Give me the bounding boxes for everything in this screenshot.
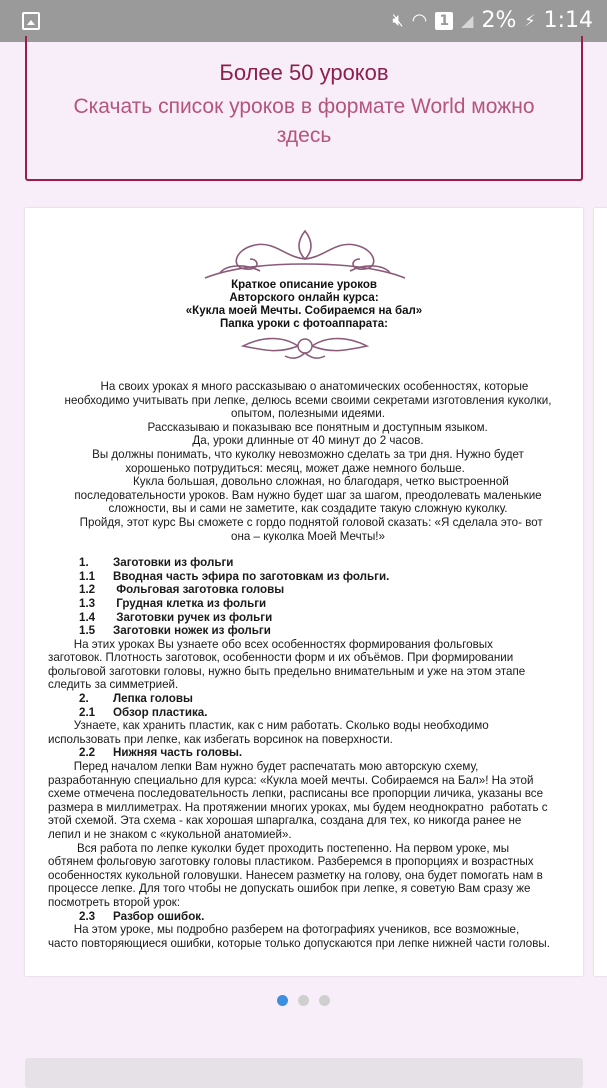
lesson-list-item bbox=[48, 597, 568, 611]
lesson-list-item bbox=[48, 570, 568, 584]
battery-text: 2% bbox=[481, 8, 517, 33]
lesson-description-slide[interactable] bbox=[25, 208, 583, 976]
text-line: Узнаете, как хранить пластик, как с ним работать. Сколько воды необходимо bbox=[48, 719, 489, 733]
lesson-list-item bbox=[48, 706, 568, 720]
lesson-title: Разбор ошибок. bbox=[113, 909, 205, 923]
text-line: этой схемой. Эта схема - как хорошая шпаргалка, создана для тех, ко никогда ранее не bbox=[48, 814, 522, 828]
lesson-number: 1.4 bbox=[79, 610, 96, 624]
lesson-list-item bbox=[48, 910, 568, 924]
lesson-number: 1.3 bbox=[79, 596, 96, 610]
text-line: часто повторяющиеся ошибки, которые только допускаются при лепке нижней части головы. bbox=[48, 936, 550, 950]
carousel-dot[interactable] bbox=[298, 995, 309, 1006]
lesson-number: 2.2 bbox=[79, 746, 96, 760]
sim-icon: 1 bbox=[435, 12, 453, 30]
lesson-list-item bbox=[48, 556, 568, 570]
carousel-dot[interactable] bbox=[319, 995, 330, 1006]
promo-title: Более 50 уроков bbox=[219, 60, 389, 85]
lesson-number: 1.1 bbox=[79, 569, 96, 583]
text-line: На своих уроках я много рассказываю о анатомических особенностях, которые bbox=[87, 380, 529, 393]
header-line: «Кукла моей Мечты. Собираемся на бал» bbox=[185, 305, 423, 317]
lesson-title: Заготовки ножек из фольги bbox=[113, 624, 271, 638]
lesson-number: 2.3 bbox=[79, 909, 96, 923]
wifi-icon: ◠ bbox=[411, 10, 428, 31]
mute-icon: 🔇︎ bbox=[392, 10, 404, 31]
lesson-title: Обзор пластика. bbox=[113, 705, 208, 719]
gallery-icon bbox=[22, 12, 40, 30]
text-line: необходимо учитывать при лепке, делюсь всеми своими секретами изготовления куколки, bbox=[64, 393, 552, 407]
lesson-title: Вводная часть эфира по заготовкам из фольги. bbox=[113, 569, 390, 583]
spacer bbox=[48, 543, 568, 556]
text-line: лепил и не знаком с «кукольной анатомией». bbox=[48, 828, 292, 841]
text-line: размера в миллиметрах. На протяжении многих уроках, мы будем неоднократно работать с bbox=[48, 800, 548, 814]
lesson-number: 1.5 bbox=[79, 624, 96, 638]
lesson-list-item bbox=[48, 611, 568, 625]
lesson-title: Грудная клетка из фольги bbox=[113, 596, 267, 610]
lesson-title: Фольговая заготовка головы bbox=[113, 583, 285, 597]
text-line: Пройдя, этот курс Вы сможете с гордо поднятой головой сказать: «Я сделала это- вот bbox=[73, 515, 543, 529]
lesson-title: Нижняя часть головы. bbox=[113, 746, 243, 760]
lesson-list-item bbox=[48, 583, 568, 597]
signal-icon: ◢ bbox=[461, 11, 474, 30]
text-line: следить за симметрией. bbox=[48, 678, 179, 692]
text-line: процессе лепке. Для того чтобы не допускать ошибок при лепке, я советую Вам сразу же bbox=[48, 882, 531, 896]
lesson-list-item bbox=[48, 746, 568, 760]
text-line: последовательности уроков. Вам нужно будет шаг за шагом, преодолевать маленькие bbox=[74, 488, 542, 502]
text-line: На этом уроке, мы подробно разберем на фотографиях учеников, все возможные, bbox=[48, 923, 520, 937]
lesson-number: 2. bbox=[79, 692, 89, 706]
text-line: хорошенько потрудиться: месяц, может даже немного больше. bbox=[125, 461, 491, 475]
header-line: Авторского онлайн курса: bbox=[229, 292, 379, 304]
lesson-title: Лепка головы bbox=[113, 692, 193, 706]
next-slide-peek[interactable] bbox=[594, 208, 607, 976]
text-line: сложности, вы и сами не заметите, как создадите такую сложную куколку. bbox=[108, 502, 508, 516]
header-line: Краткое описание уроков bbox=[231, 279, 377, 291]
text-line: Рассказываю и показываю все понятным и доступным языком. bbox=[128, 420, 488, 434]
text-line: она – куколка Моей Мечты!» bbox=[231, 529, 385, 543]
text-line: разработанную специально для курса: «Кукла моей мечты. Собираемся на Бал»! На этой bbox=[48, 773, 534, 787]
battery-charging-icon: ⚡ bbox=[524, 11, 536, 30]
text-line: Да, уроки длинные от 40 минут до 2 часов. bbox=[192, 434, 424, 448]
text-line: использовать при лепке, как избегать ворсинок на поверхности. bbox=[48, 732, 393, 746]
lesson-number: 1. bbox=[79, 556, 89, 570]
text-line: Кукла большая, довольно сложная, но благодаря, четко выстроенной bbox=[107, 475, 509, 489]
text-line: посмотреть второй урок: bbox=[48, 895, 181, 909]
lesson-list-item bbox=[48, 624, 568, 638]
promo-card bbox=[25, 36, 583, 181]
lesson-title: Заготовки из фольги bbox=[113, 556, 234, 570]
ornament-top-icon bbox=[200, 226, 410, 284]
text-line: фольговой заготовки головы, нужно быть предельно внимательным и уже на этом этапе bbox=[48, 664, 526, 678]
text-line: На этих уроках Вы узнаете обо всех особенностях формирования фольговых bbox=[48, 637, 493, 651]
text-line: Вы должны понимать, что куколку невозможно сделать за три дня. Нужно будет bbox=[92, 447, 524, 461]
document-header bbox=[25, 279, 583, 331]
text-line: Вся работа по лепке куколки будет проходить постепенно. На первом уроке, мы bbox=[48, 841, 510, 855]
next-section-card bbox=[25, 1058, 583, 1088]
text-line: опытом, полезными идеями. bbox=[231, 407, 385, 421]
text-line: Перед началом лепки Вам нужно будет распечатать мою авторскую схему, bbox=[48, 760, 479, 774]
lesson-number: 2.1 bbox=[79, 705, 96, 719]
text-line: обтянем фольговую заготовку головы пластиком. Разберемся в пропорциях и возрастных bbox=[48, 855, 534, 869]
ornament-bottom-icon bbox=[235, 332, 375, 362]
clock: 1:14 bbox=[543, 8, 593, 33]
carousel-indicator bbox=[0, 995, 607, 1006]
lesson-title: Заготовки ручек из фольги bbox=[113, 610, 273, 624]
text-line: схеме отмечена последовательность лепки, расписаны все пропорции личика, указаны все bbox=[48, 787, 544, 801]
text-line: особенностях кукольной головушки. Нанесем разметку на голову, она будет помогать нам в bbox=[48, 868, 543, 882]
lesson-number: 1.2 bbox=[79, 583, 96, 597]
download-link[interactable]: Скачать список уроков в формате World можно здесь bbox=[73, 95, 535, 147]
lesson-list-item bbox=[48, 692, 568, 706]
text-line: заготовок. Плотность заготовок, особенности форм и их объёмов. При формировании bbox=[48, 651, 514, 665]
header-line: Папка уроки с фотоаппарата: bbox=[220, 318, 388, 330]
document-body bbox=[48, 380, 568, 950]
carousel-dot[interactable] bbox=[277, 995, 288, 1006]
